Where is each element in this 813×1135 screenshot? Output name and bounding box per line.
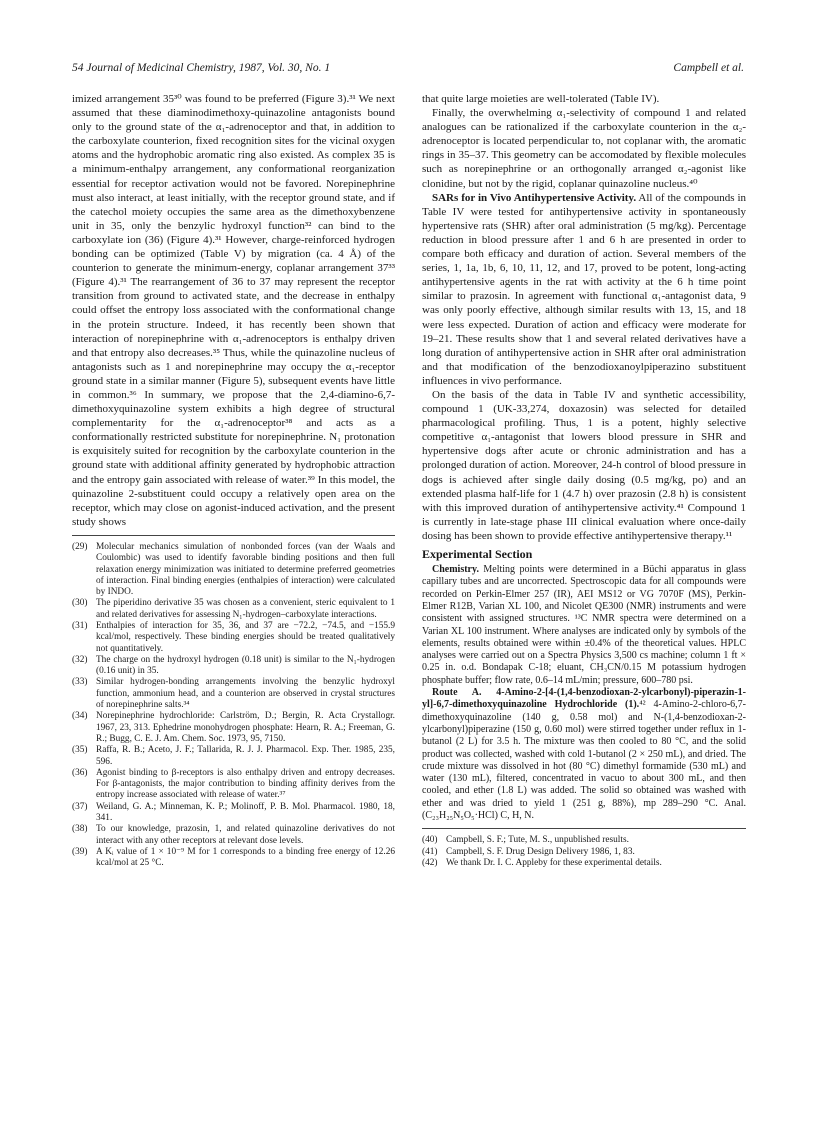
footnote-number: (40) bbox=[422, 835, 438, 846]
footnote-text: The piperidino derivative 35 was chosen as a convenient, steric equivalent to 1 and related derivatives for assessing N₁-hydrogen–carboxylate interactions. bbox=[96, 598, 395, 620]
footnote-number: (39) bbox=[72, 846, 88, 857]
footnote bbox=[72, 711, 395, 745]
footnote-text: Norepinephrine hydrochloride: Carlström, D.; Bergin, R. Acta Crystallogr. 1967, 23, 313. Ephedrine monohydrogen phosphate: Hearn, R. A.; Freeman, G. R.; Bugg, C. E. J. Am. Chem. Soc. 1973, 95, 7150. bbox=[96, 711, 395, 744]
footnote-text: Agonist binding to β-receptors is also enthalpy driven and entropy decreases. For β-antagonists, the major contribution to binding affinity derives from the entropy increase associated with release of water.³⁷ bbox=[96, 767, 395, 801]
left-column bbox=[72, 92, 395, 870]
footnote bbox=[72, 598, 395, 621]
footnote-text: Enthalpies of interaction for 35, 36, and 37 are −72.2, −74.5, and −155.9 kcal/mol, respectively. These binding energies should be treated qualitatively not quantitatively. bbox=[96, 620, 395, 654]
sars-text: All of the compounds in Table IV were tested for antihypertensive activity in spontaneously hypertensive rats (SHR) after oral administration (5 mg/kg). Percentage reduction in blood pressure after 1 and 6 h are presented in order to compare both efficacy and duration of action. Several members of the series, 1, 1a, 1b, 6, 10, 11, 12, and 17, proved to be potent, long-acting antihypertensive agents in the rat with activity at the 6 h time point similar to prazosin. In agreement with functional α₁-antagonist data, 9 was only poorly effective, although similar results with 13, 15, and 18 were less expected. Duration of action and efficacy were moderate for 19–21. These results show that 1 and several related derivatives have a long duration of antihypertensive action in SHR after oral administration and that modification of the benzodioxanoylpiperazino substituent influences in vivo performance. bbox=[422, 191, 747, 387]
footnote bbox=[422, 847, 746, 858]
footnote-divider bbox=[422, 828, 746, 829]
footnote bbox=[72, 655, 395, 678]
footnote-text: Campbell, S. F.; Tute, M. S., unpublished results. bbox=[446, 835, 629, 846]
footnote bbox=[72, 745, 395, 768]
footnote bbox=[422, 858, 746, 869]
chemistry-text: Melting points were determined in a Büchi apparatus in glass capillary tubes and are uncorrected. Spectroscopic data for all compounds were recorded on Perkin-Elmer 257 (IR), AEI MS12 or VG 7070F (MS), Perkin-Elmer R12B, Varian XL 100, and Nicolet QE300 (NMR) instruments and were consistent with assigned structures. ¹³C NMR spectra were determined on a Varian XL 100 instrument. Where analyses are indicated only by symbols of the elements, results obtained were within ±0.4% of the theoretical values. HPLC analyses were carried out on a Spectra Physics 3,500 cs machine; column 1 ft × 0.25 in. o.d. Bondapak C-18; eluant, CH₃CN/0.15 M potassium hydrogen phosphate buffer; flow rate, 0.6–14 mL/min; pressure, 600–780 psi. bbox=[422, 564, 746, 686]
footnote-number: (36) bbox=[72, 767, 88, 778]
author-running-head: Campbell et al. bbox=[673, 62, 744, 74]
body-paragraph: imized arrangement 35³⁰ was found to be preferred (Figure 3).³¹ We next assumed that these diaminodimethoxy-quinazoline antagonists bound only to the ground state of the α₁-adrenoceptor and that, in addition to the carboxylate counterion, fixed recognition sites for the vicinal oxygen atoms and the hydrophobic aromatic ring also existed. As complex 35 is a minimum-enthalpy arrangement, any conformational reorganization essential for receptor activation would not be favored. Norepinephrine must also interact, at least initially, with the receptor ground state, and if the catechol moiety occupies the same area as the dimethoxybenzene unit in 35, only the benzylic hydroxyl function³² can bind to the carboxylate ion (36) (Figure 4).³¹ However, charge-reinforced hydrogen bonding can be optimized (Table V) by migration (ca. 4 Å) of the counterion to generate the minimum-energy, coplanar arrangement 37³³ (Figure 4).³¹ The rearrangement of 36 to 37 may represent the receptor transition from ground to activated state, and the decrease in enthalpy could offset the entropy loss associated with the conformational change in the protein structure. Indeed, it has recently been shown that interaction of norepinephrine with α₁-adrenoceptors is enthalpy driven and that entropy also decreases.³⁵ Thus, while the quinazoline nucleus of antagonists such as 1 and norepinephrine may occupy the α₁-receptor ground state in a similar manner (Figure 5), subsequent events have little in common.³⁶ In summary, we propose that the 2,4-diamino-6,7-dimethoxyquinazoline system exhibits a high degree of structural complementarity for the α₁-adrenoceptor³⁸ and acts as a conformationally restricted substitute for norepinephrine. N₁ protonation is exquisitely suited for recognition by the carboxylate counterion in the ground state with additional affinity generated by hydrophobic attraction and the entropy gain associated with release of water.³⁹ In this model, the quinazoline 2-substituent could occupy a relatively open area on the receptor, which may close on agonist-induced activation, and the present study shows bbox=[72, 93, 395, 528]
footnote-text: Molecular mechanics simulation of nonbonded forces (van der Waals and Coulombic) was used to identify favorable binding positions and then full relaxation energy minimization was initiated to determine preferred geometries of interaction. Final binding energies (enthalpies of interaction) were calculated by INDO. bbox=[96, 541, 395, 598]
route-heading: Route A. 4-Amino-2-[4-(1,4-benzodioxan-2-ylcarbonyl)-piperazin-1-yl]-6,7-dimethoxyquinazoline Hydrochloride (1). bbox=[422, 687, 746, 711]
footnote bbox=[72, 824, 395, 847]
footnote-number: (33) bbox=[72, 677, 88, 688]
footnote-text: A Kᵢ value of 1 × 10⁻⁹ M for 1 corresponds to a binding free energy of 12.26 kcal/mol at 25 °C. bbox=[96, 846, 395, 869]
footnote-number: (29) bbox=[72, 541, 88, 552]
footnote bbox=[72, 768, 395, 802]
footnote-number: (41) bbox=[422, 846, 438, 857]
footnote-number: (38) bbox=[72, 824, 88, 835]
footnote-text: The charge on the hydroxyl hydrogen (0.18 unit) is similar to the N₁-hydrogen (0.16 unit) in 35. bbox=[96, 654, 395, 677]
footnote-number: (42) bbox=[422, 857, 438, 868]
footnote-number: (37) bbox=[72, 801, 88, 812]
footnote bbox=[72, 802, 395, 825]
footnote-number: (35) bbox=[72, 745, 88, 756]
footnote-number: (34) bbox=[72, 711, 88, 722]
footnote-number: (30) bbox=[72, 598, 88, 609]
route-text: ⁴² 4-Amino-2-chloro-6,7-dimethoxyquinazoline (140 g, 0.58 mol) and N-(1,4-benzodioxan-2-ylcarbonyl)piperazine (150 g, 0.60 mol) were stirred together under reflux in 1-butanol (2 L) for 3.5 h. The mixture was then cooled to 80 °C, and the solid product was collected, washed with cold 1-butanol (2 × 250 mL), and dried. The crude mixture was dissolved in hot (80 °C) dimethyl formamide (530 mL) and water (130 mL), filtered, concentrated in vacuo to about 300 mL, and then cooled, and ether (1.8 L) was added. The solid so obtained was washed with ether and was dried to yield 1 (251 g, 88%), mp 289–290 °C. Anal. (C₂₃H₂₅N₅O₅·HCl) C, H, N. bbox=[422, 699, 746, 822]
footnote bbox=[72, 621, 395, 655]
footnote-number: (31) bbox=[72, 620, 88, 631]
footnotes-right bbox=[422, 835, 746, 869]
footnote-text: Similar hydrogen-bonding arrangements involving the benzylic hydroxyl function, ammonium head, and a counterion are observed in crystal structures of norepinephrine salts.³⁴ bbox=[96, 677, 395, 711]
sars-heading: SARs for in Vivo Antihypertensive Activity. bbox=[432, 191, 637, 204]
body-paragraph: On the basis of the data in Table IV and synthetic accessibility, compound 1 (UK-33,274, doxazosin) was selected for detailed pharmacological profiling. Thus, 1 is a potent, highly selective competitive α₁-antagonist that lowers blood pressure in SHR and hypertensive dogs after acute or chronic administration and has a prolonged duration of action. Moreover, 24-h control of blood pressure in dogs is achieved after single daily dosing (0.5 mg/kg, po) and an extended plasma half-life for 1 (4.7 h) over prazosin (2.8 h) is consistent with this improved duration of antihypertensive activity.⁴¹ Compound 1 is currently in late-stage phase III clinical evaluation where once-daily dosing has been shown to provide effective antihypertensive therapy.¹¹ bbox=[422, 388, 746, 542]
body-paragraph: that quite large moieties are well-tolerated (Table IV). bbox=[422, 93, 660, 105]
footnote bbox=[72, 847, 395, 870]
footnote bbox=[72, 542, 395, 598]
running-header bbox=[72, 62, 744, 78]
route-paragraph bbox=[422, 687, 746, 822]
chemistry-heading: Chemistry. bbox=[432, 564, 479, 576]
footnote-text: Campbell, S. F. Drug Design Delivery 1986, 1, 83. bbox=[446, 846, 635, 857]
footnote-text: Weiland, G. A.; Minneman, K. P.; Molinoff, P. B. Mol. Pharmacol. 1980, 18, 341. bbox=[96, 801, 395, 824]
footnote-text: We thank Dr. I. C. Appleby for these experimental details. bbox=[446, 857, 662, 868]
journal-citation: 54 Journal of Medicinal Chemistry, 1987, Vol. 30, No. 1 bbox=[72, 62, 331, 74]
right-column bbox=[422, 92, 746, 869]
footnote-text: To our knowledge, prazosin, 1, and related quinazoline derivatives do not interact with any other receptors at relevant dose levels. bbox=[96, 824, 395, 846]
footnote-number: (32) bbox=[72, 654, 88, 665]
chemistry-paragraph bbox=[422, 564, 746, 687]
footnote bbox=[72, 677, 395, 711]
footnote bbox=[422, 835, 746, 846]
body-paragraph: Finally, the overwhelming α₁-selectivity of compound 1 and related analogues can be rationalized if the carboxylate counterion in the α₂-adrenoceptor is located perpendicular to, not coplanar with, the aromatic rings in 35–37. This geometry can be accomodated by flexible molecules such as norepinephrine or an orthogonally arranged α₂-agonist like clonidine, but not by the rigid, coplanar quinazoline nucleus.⁴⁰ bbox=[422, 107, 746, 190]
sars-paragraph bbox=[422, 191, 746, 388]
section-title: Experimental Section bbox=[422, 547, 533, 561]
footnotes-left bbox=[72, 542, 395, 870]
footnote-divider bbox=[72, 535, 395, 536]
footnote-text: Raffa, R. B.; Aceto, J. F.; Tallarida, R. J. J. Pharmacol. Exp. Ther. 1985, 235, 596. bbox=[96, 745, 395, 767]
